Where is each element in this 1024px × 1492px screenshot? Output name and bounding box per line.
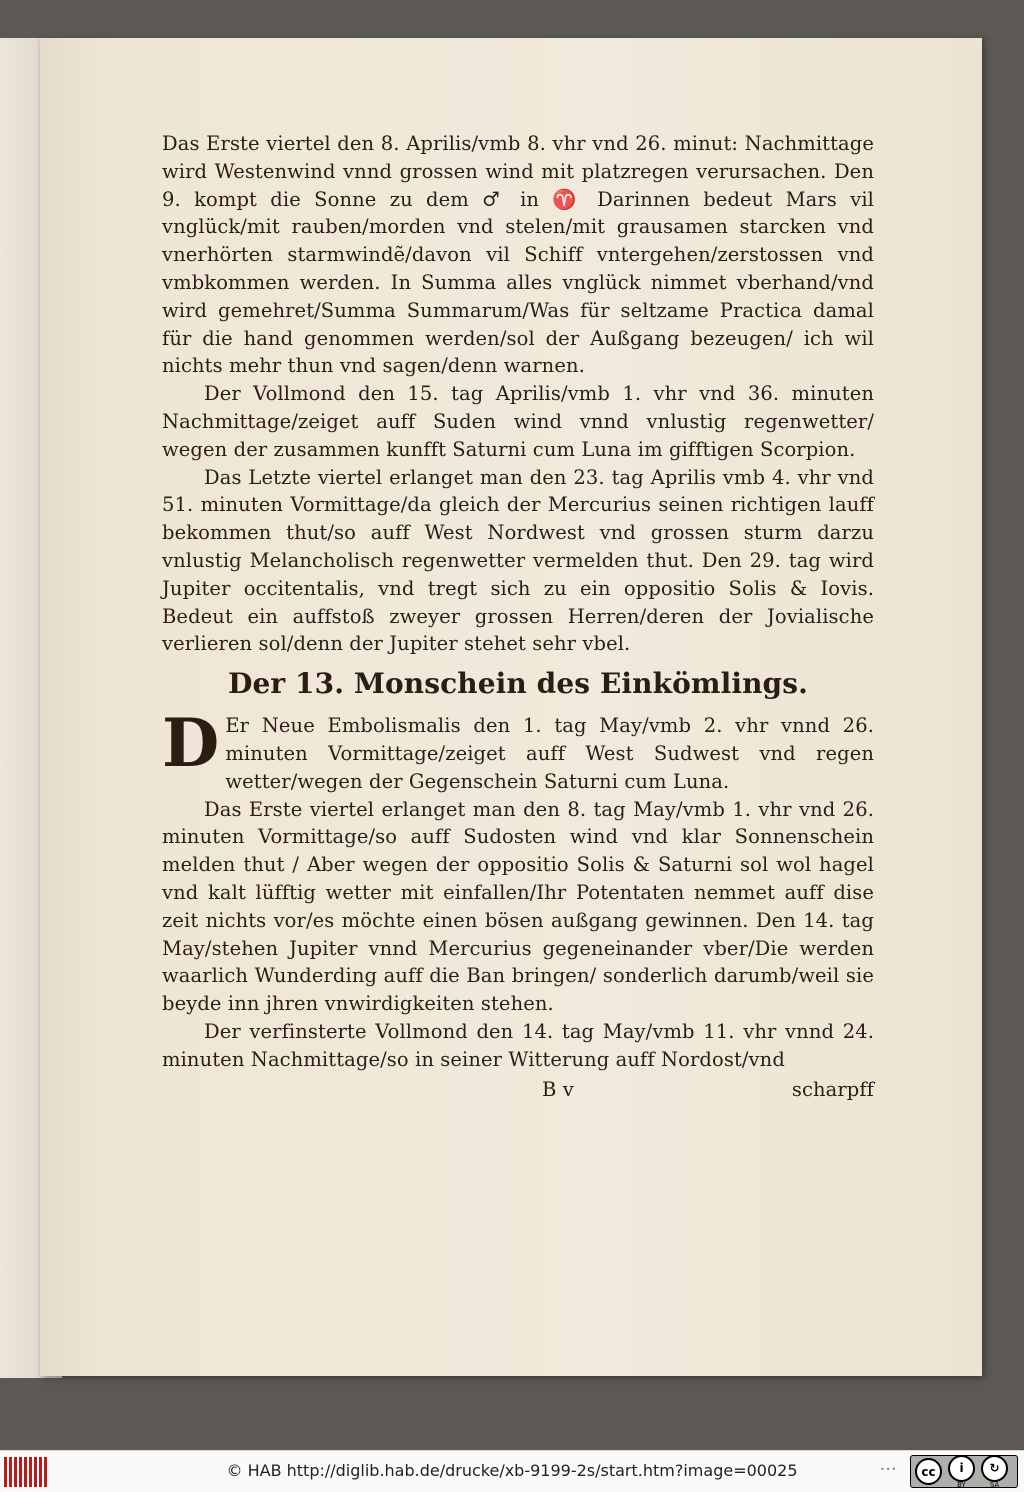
dots-icon: ••• [880,1465,898,1474]
cc-sa-label: SA [989,1480,1000,1489]
page-foot-line [162,1076,874,1104]
attribution-icon: i [948,1455,975,1482]
paragraph: Der verfinsterte Vollmond den 14. tag May/vmb 11. vhr vnnd 24. minuten Nachmittage/so in seiner Witterung auff Nordost/vnd [162,1019,874,1071]
footer-bar [0,1450,1024,1492]
share-alike-icon: ↻ [981,1455,1008,1482]
drop-cap: D [162,704,220,783]
paragraph: Das Erste viertel den 8. Aprilis/vmb 8. vhr vnd 26. minut: Nachmittage wird Westenwind vnnd grossen wind mit platzregen verursachen. Den 9. kompt die Sonne zu dem ♂ in ♈ Darinnen bedeut Mars vil vnglück/mit rauben/morden vnd stelen/mit grausamen starcken vnd vnerhörten starmwindẽ/davon vil Schiff vntergehen/zerstossen vnd vmbkommen werden. In Summa alles vnglück nimmet vberhand/vnd wird gemehret/Summa Summarum/Was für seltzame Practica damal für die hand genommen werden/sol der Außgang bezeugen/ ich wil nichts mehr thun vnd sagen/denn warnen. [162,132,874,378]
paragraph: Der Vollmond den 15. tag Aprilis/vmb 1. vhr vnd 36. minuten Nachmittage/zeiget auff Suden wind vnnd vnlustig regenwetter/ wegen der zusammen kunfft Saturni cum Luna im gifftigen Scorpion. [162,382,874,461]
cc-by [948,1455,975,1489]
catchword: scharpff [791,1077,874,1101]
book-page [40,38,982,1376]
signature-mark: B v [542,1077,574,1101]
page-text [162,130,874,1103]
cc-sa [981,1455,1008,1489]
cc-license-badge[interactable] [910,1455,1018,1488]
paragraph-text: Er Neue Embolismalis den 1. tag May/vmb 2. vhr vnnd 26. minuten Vormittage/zeiget auff West Sudwest vnd regen wetter/wegen der Gegenschein Saturni cum Luna. [225,714,874,793]
paragraph: Das Letzte viertel erlanget man den 23. tag Aprilis vmb 4. vhr vnd 51. minuten Vormittage/da gleich der Mercurius seinen richtigen lauff bekommen thut/so auff West Nordwest vnd grossen sturm darzu vnlustig Melancholisch regenwetter vermelden thut. Den 29. tag wird Jupiter occitentalis, vnd tregt sich zu ein oppositio Solis & Iovis. Bedeut ein auffstoß zweyer grossen Herren/deren der Jovialische verlieren sol/denn der Jupiter stehet sehr vbel. [162,465,874,656]
creative-commons-icon: cc [915,1458,942,1485]
cc-by-label: BY [957,1480,966,1489]
paragraph-with-dropcap [162,704,874,795]
section-heading: Der 13. Monschein des Einkömlings. [228,667,808,701]
copyright-link[interactable]: © HAB http://diglib.hab.de/drucke/xb-9199-2s/start.htm?image=00025 [226,1461,798,1480]
paragraph: Das Erste viertel erlanget man den 8. tag May/vmb 1. vhr vnd 26. minuten Vormittage/so auff Sudosten wind vnd klar Sonnenschein melden thut / Aber wegen der oppositio Solis & Saturni sol wol hagel vnd kalt lüfftig wetter mit einfallen/Ihr Potentaten nemmet auff dise zeit nichts vor/es möchte einen bösen außgang gewinnen. Den 14. tag May/stehen Jupiter vnnd Mercurius gegeneinander vber/Die werden waarlich Wunderding auff die Ban bringen/ sonderlich darumb/weil sie beyde inn jhren vnwirdigkeiten stehen. [162,797,874,1016]
